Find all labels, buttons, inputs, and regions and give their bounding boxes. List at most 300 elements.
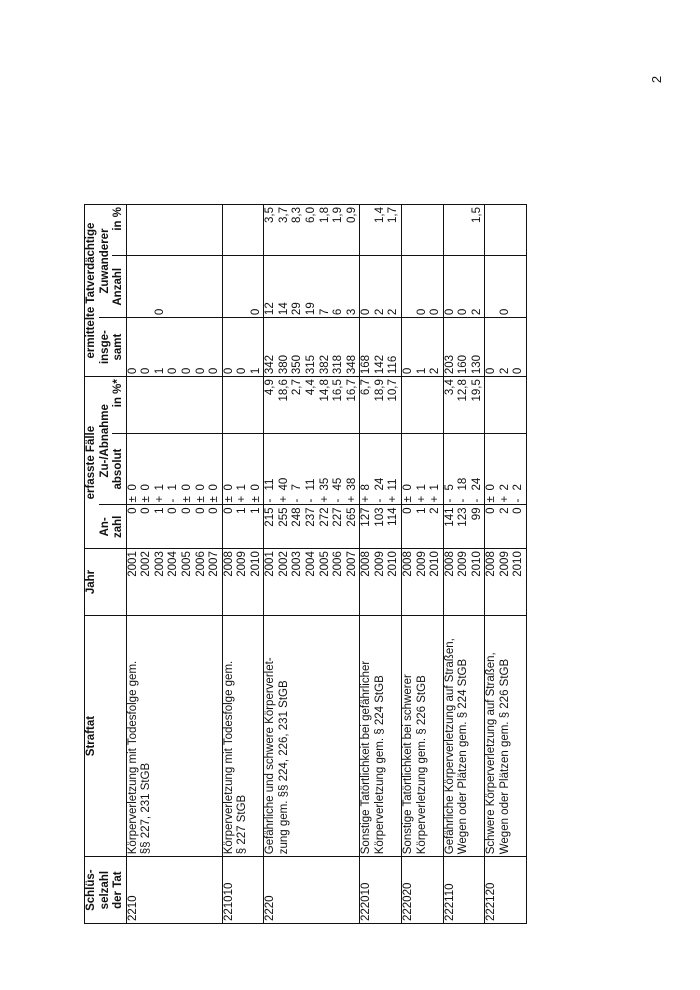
immigrant-count-value: 2 [470,308,483,316]
suspects-total-value: 0 [512,367,525,375]
suspects-total-cell [360,318,402,377]
immigrant-count-value: 0 [153,308,166,316]
case-count-value: 1 [415,507,428,514]
immigrant-percent-value [485,207,499,253]
suspects-total-value: 0 [180,367,193,375]
page-number: 2 [648,75,664,84]
change-percent-value [181,379,195,430]
change-sign: + [387,495,400,503]
offense-code-cell [401,857,443,924]
offense-description-line: Körperverletzung mit Todesfolge gem. [222,660,235,855]
immigrant-percent-value [444,207,458,253]
change-sign: ± [208,496,221,503]
immigrant-percent-value [457,207,471,253]
suspects-total-value: 0 [401,367,414,375]
offense-code-cell [485,857,527,924]
table-row [443,205,485,924]
change-sign: + [318,495,331,503]
change-sign: - [305,498,317,503]
change-percent-value [167,379,181,430]
change-absolute-number: 18 [457,477,470,491]
year-value: 2004 [305,551,317,577]
change-percent-value: 16,5 [332,379,345,402]
change-sign: ± [249,496,262,503]
year-value: 2006 [194,551,207,577]
year-value: 2010 [249,551,262,577]
immigrant-percent-value [167,207,181,253]
case-count-value: 265 [345,507,358,527]
suspects-total-value: 1 [249,367,262,375]
header-immigrant-percent: in % [112,205,126,256]
table-body [126,205,526,924]
immigrant-percent-value [223,207,237,253]
year-value: 2007 [208,551,221,577]
change-absolute-value [223,436,237,503]
immigrant-percent-cell [485,205,527,256]
case-count-cell [126,505,222,549]
change-sign: - [470,498,483,503]
case-count-value: 99 [470,507,483,521]
change-sign: + [277,495,290,503]
change-absolute-value [195,436,209,503]
year-value: 2008 [485,551,498,577]
immigrant-count-value [181,258,195,315]
change-percent-value [223,379,237,430]
change-absolute-number: 11 [264,478,277,491]
change-percent-value [512,379,526,430]
year-value: 2010 [429,551,442,577]
change-sign: ± [126,496,139,503]
year-cell [485,549,527,616]
immigrant-count-value: 12 [264,302,277,316]
offense-description-cell [360,615,402,856]
change-absolute-number: 1 [167,484,180,491]
immigrant-percent-value [429,207,443,253]
change-percent-value [485,379,499,430]
case-count-value: 2 [429,507,442,514]
change-absolute-cell [401,433,443,505]
change-percent-value: 10,7 [387,379,400,402]
case-count-value: 0 [194,507,207,514]
header-absolute: absolut [112,433,126,505]
change-absolute-value [250,436,264,503]
year-value: 2002 [277,551,290,577]
change-sign: ± [485,496,498,503]
header-immigrant-count: Anzahl [112,256,126,318]
immigrant-count-value [512,258,526,315]
immigrant-count-cell [222,256,264,318]
change-sign: ± [401,496,414,503]
suspects-total-value: 130 [470,354,483,375]
immigrant-count-cell [360,256,402,318]
immigrant-percent-cell [126,205,222,256]
year-cell [264,549,360,616]
immigrant-percent-value [127,207,141,253]
change-percent-value [250,379,264,430]
case-count-value: 141 [443,507,456,527]
suspects-total-value: 380 [277,354,290,375]
change-absolute-number: 1 [415,484,428,491]
offense-code: 2210 [126,895,139,921]
suspects-total-value: 2 [429,367,442,375]
immigrant-percent-value: 1,7 [387,207,400,223]
immigrant-count-value: 0 [457,308,470,316]
change-absolute-value [127,436,141,503]
change-percent-cell [360,377,402,433]
change-absolute-number: 1 [236,484,249,491]
immigrant-percent-value: 3,5 [264,207,277,223]
change-absolute-number: 0 [208,484,221,491]
immigrant-count-value: 14 [277,302,290,316]
immigrant-percent-value: 0,9 [345,207,358,223]
suspects-total-value: 0 [485,367,498,375]
suspects-total-value: 116 [387,355,400,375]
offense-description-line: Schwere Körperverletzung auf Straßen, [485,652,498,855]
year-value: 2010 [470,551,483,577]
year-value: 2009 [236,551,249,577]
change-percent-value: 3,4 [443,379,456,396]
case-count-cell [264,505,360,549]
year-cell [126,549,222,616]
case-count-value: 0 [126,507,139,514]
case-count-value: 123 [457,507,470,527]
case-count-value: 0 [140,507,153,514]
change-absolute-number: 45 [332,477,345,491]
change-percent-value [429,379,443,430]
change-absolute-value [346,436,360,503]
offense-description-line: §§ 227, 231 StGB [140,762,153,855]
immigrant-percent-value [360,207,374,253]
change-absolute-value [471,436,485,503]
change-absolute-value [485,436,499,503]
change-sign: + [415,495,428,503]
change-absolute-value [154,436,168,503]
immigrant-count-value [195,258,209,315]
offense-description-line: Sonstige Tatörtlichkeit bei schwerer [401,674,414,855]
header-code: Schlüs- selzahl der Tat [85,857,127,924]
table-row [401,205,443,924]
offense-description-line: Körperverletzung gem. § 224 StGB [373,675,386,855]
year-cell [360,549,402,616]
immigrant-count-value [402,258,416,315]
year-value: 2008 [443,551,456,577]
header-immigrants-group: Zuwanderer [99,205,113,318]
year-cell [443,549,485,616]
change-absolute-number: 2 [498,484,511,491]
immigrant-count-value [167,258,181,315]
immigrant-count-cell [264,256,360,318]
change-absolute-value [236,436,250,503]
change-absolute-number: 2 [512,484,525,491]
case-count-value: 0 [401,507,414,514]
change-absolute-number: 0 [140,484,153,491]
year-value: 2010 [387,551,400,577]
header-cases-group: erfasste Fälle [85,377,99,549]
immigrant-count-value: 0 [360,308,373,316]
immigrant-percent-value [250,207,264,253]
change-sign: ± [222,496,235,503]
immigrant-percent-value: 1,5 [470,207,483,223]
change-percent-value [416,379,430,430]
change-absolute-value [291,436,305,503]
change-percent-value: 19,5 [470,379,483,402]
suspects-total-value: 142 [373,354,386,375]
case-count-value: 255 [277,507,290,527]
change-absolute-number: 0 [126,484,139,491]
change-absolute-value [181,436,195,503]
case-count-value: 0 [485,507,498,514]
immigrant-percent-cell [360,205,402,256]
offense-description-cell [443,615,485,856]
immigrant-percent-value: 3,7 [277,207,290,223]
case-count-value: 127 [360,507,373,527]
year-value: 2003 [153,551,166,577]
offense-description-cell [485,615,527,856]
change-sign: ± [194,496,207,503]
change-absolute-number: 7 [291,484,304,491]
immigrant-count-value: 0 [429,308,442,316]
offense-code-cell [126,857,222,924]
case-count-cell [443,505,485,549]
change-absolute-number: 38 [345,477,358,491]
immigrant-percent-value [236,207,250,253]
immigrant-count-cell [401,256,443,318]
case-count-cell [222,505,264,549]
immigrant-count-value [140,258,154,315]
change-percent-value: 2,7 [291,379,304,396]
immigrant-percent-value [416,207,430,253]
change-absolute-value [512,436,526,503]
change-absolute-number: 35 [318,477,331,491]
offense-code-cell [443,857,485,924]
change-percent-value: 12,8 [457,379,470,402]
immigrant-percent-cell [443,205,485,256]
year-value: 2010 [512,551,525,577]
change-percent-value [499,379,513,430]
change-percent-value: 4,4 [305,379,317,396]
change-sign: + [345,495,358,503]
change-absolute-value [429,436,443,503]
suspects-total-cell [264,318,360,377]
change-absolute-number: 24 [470,477,483,491]
change-absolute-number: 5 [443,484,456,491]
change-percent-cell [126,377,222,433]
year-value: 2005 [180,551,193,577]
case-count-value: 0 [167,507,180,514]
offense-code: 222110 [443,883,456,921]
case-count-value: 272 [318,507,331,527]
change-absolute-cell [264,433,360,505]
header-year: Jahr [85,549,127,616]
offense-description-line: Sonstige Tatörtlichkeit bei gefährlicher [360,660,373,855]
suspects-total-value: 0 [126,367,139,375]
change-percent-cell [401,377,443,433]
year-value: 2006 [332,551,345,577]
change-absolute-value [360,436,374,503]
suspects-total-value: 0 [167,367,180,375]
case-count-value: 1 [249,507,262,514]
immigrant-percent-cell [264,205,360,256]
change-absolute-number: 1 [153,484,166,491]
change-sign: - [512,498,525,503]
case-count-value: 2 [498,507,511,514]
change-absolute-number: 40 [277,477,290,491]
immigrant-count-value [127,258,141,315]
offense-description-cell [126,615,222,856]
change-percent-value [127,379,141,430]
change-absolute-value [332,436,346,503]
case-count-value: 1 [153,507,166,514]
change-absolute-cell [126,433,222,505]
change-absolute-number: 0 [401,484,414,491]
change-absolute-value [416,436,430,503]
change-sign: + [498,495,511,503]
change-percent-cell [485,377,527,433]
header-total: insge- samt [99,318,127,377]
table-row [485,205,527,924]
immigrant-count-value: 0 [249,308,262,316]
change-percent-cell [222,377,264,433]
suspects-total-cell [401,318,443,377]
immigrant-percent-value: 1,8 [318,207,331,223]
change-absolute-value [264,436,278,503]
suspects-total-cell [443,318,485,377]
immigrant-count-value: 19 [305,302,317,316]
change-percent-value [402,379,416,430]
immigrant-count-value: 0 [443,308,456,316]
change-percent-value [195,379,209,430]
suspects-total-value: 315 [305,354,317,375]
change-absolute-number: 1 [429,484,442,491]
change-absolute-cell [360,433,402,505]
immigrant-count-value: 7 [318,308,331,316]
change-absolute-value [387,436,401,503]
change-sign: + [153,495,166,503]
suspects-total-value: 2 [498,367,511,375]
change-absolute-cell [443,433,485,505]
change-absolute-number: 11 [305,478,317,491]
suspects-total-value: 168 [360,354,373,375]
immigrant-count-value [223,258,237,315]
change-absolute-value [402,436,416,503]
change-percent-cell [264,377,360,433]
offense-description-line: Gefährliche und schwere Körperverlet- [264,657,277,855]
suspects-total-value: 203 [443,354,456,375]
year-value: 2002 [140,551,153,577]
year-value: 2009 [373,551,386,577]
change-absolute-value [319,436,333,503]
year-cell [401,549,443,616]
suspects-total-value: 0 [208,367,221,375]
change-absolute-number: 8 [360,484,373,491]
year-value: 2008 [401,551,414,577]
change-absolute-cell [222,433,264,505]
header-count: An- zahl [99,505,127,549]
year-value: 2009 [457,551,470,577]
offense-code-cell [360,857,402,924]
suspects-total-value: 342 [264,354,277,375]
immigrant-count-value [208,258,222,315]
immigrant-percent-value [154,207,168,253]
suspects-total-cell [485,318,527,377]
offense-description-cell [222,615,264,856]
suspects-total-value: 348 [345,354,358,375]
change-absolute-number: 11 [387,478,400,491]
change-sign: - [373,498,386,503]
case-count-value: 1 [236,507,249,514]
change-absolute-value [278,436,292,503]
offense-description-cell [264,615,360,856]
year-value: 2008 [222,551,235,577]
change-sign: + [236,495,249,503]
case-count-cell [360,505,402,549]
change-absolute-value [457,436,471,503]
immigrant-percent-value [402,207,416,253]
crime-statistics-table [84,204,527,924]
change-percent-value: 6,7 [360,379,373,396]
change-absolute-number: 0 [485,484,498,491]
immigrant-percent-cell [222,205,264,256]
case-count-cell [485,505,527,549]
suspects-total-value: 0 [194,367,207,375]
change-sign: + [360,495,373,503]
case-count-value: 0 [180,507,193,514]
change-absolute-value [374,436,388,503]
change-sign: - [264,498,277,503]
change-sign: - [167,498,180,503]
year-value: 2009 [415,551,428,577]
change-percent-value: 4,9 [264,379,277,396]
header-offense: Straftat [85,615,127,856]
change-absolute-value [499,436,513,503]
change-percent-value: 14,8 [318,379,331,402]
immigrant-percent-value: 1,9 [332,207,345,223]
offense-code-cell [222,857,264,924]
change-percent-cell [443,377,485,433]
offense-description-line: § 227 StGB [236,794,249,855]
change-sign: - [443,498,456,503]
immigrant-count-cell [126,256,222,318]
year-value: 2001 [264,551,277,577]
immigrant-percent-cell [401,205,443,256]
case-count-value: 0 [208,507,221,514]
change-absolute-cell [485,433,527,505]
immigrant-percent-value [181,207,195,253]
table-row [222,205,264,924]
change-absolute-number: 0 [249,484,262,491]
change-sign: - [332,498,345,503]
year-value: 2004 [167,551,180,577]
change-absolute-value [305,436,319,503]
change-percent-value [154,379,168,430]
suspects-total-value: 160 [457,354,470,375]
change-absolute-value [167,436,181,503]
change-absolute-number: 0 [180,484,193,491]
immigrant-count-value [236,258,250,315]
offense-description-line: Gefährliche Körperverletzung auf Straßen, [443,638,456,855]
immigrant-count-value: 6 [332,308,345,316]
immigrant-percent-value [140,207,154,253]
suspects-total-value: 350 [291,354,304,375]
case-count-cell [401,505,443,549]
offense-code: 222120 [485,882,498,921]
change-absolute-value [140,436,154,503]
table-row [126,205,222,924]
offense-code: 221010 [222,882,235,921]
offense-description-cell [401,615,443,856]
immigrant-percent-value: 8,3 [291,207,304,223]
case-count-value: 103 [373,507,386,527]
